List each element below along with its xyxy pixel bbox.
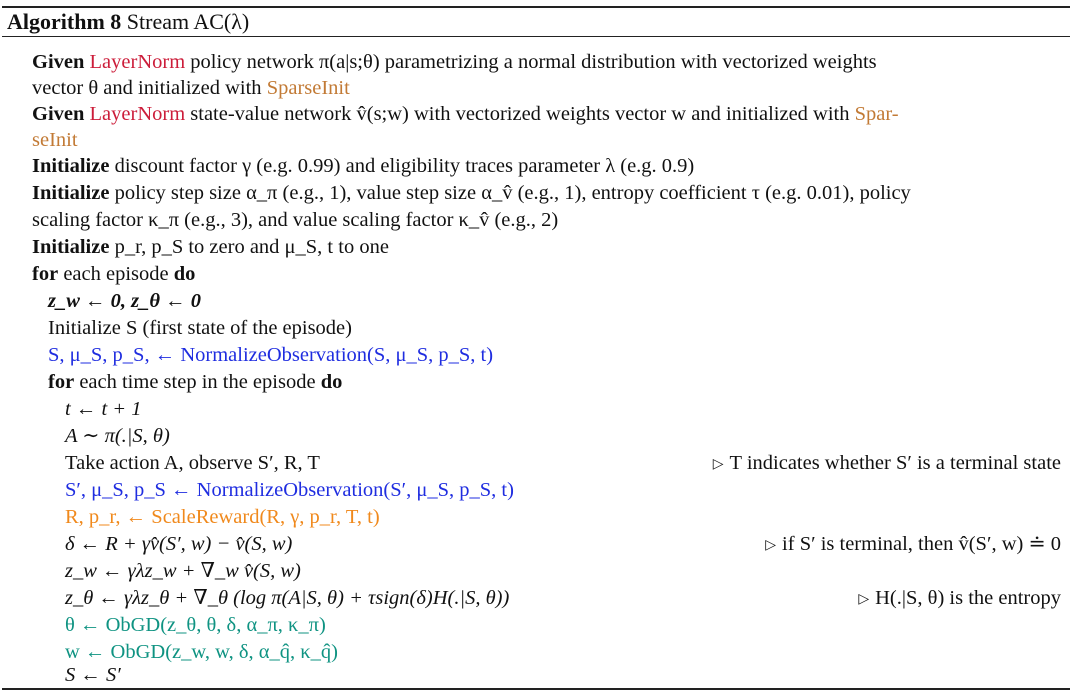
comment-triangle-icon: ▷ <box>712 457 724 472</box>
theta-update-line <box>0 612 1080 639</box>
initialize-keyword: Initialize <box>32 236 110 258</box>
t-increment-line <box>0 396 1080 423</box>
layernorm-link[interactable]: LayerNorm <box>89 51 186 73</box>
ztheta-update-line <box>0 585 1080 612</box>
initialize-stepsize-line <box>0 180 1080 207</box>
traces-reset-text: z_w ← 0, z_θ ← 0 <box>48 290 202 312</box>
initialize-discount-text: discount factor γ (e.g. 0.99) and eligibility traces parameter λ (e.g. 0.9) <box>114 155 695 177</box>
given-keyword: Given <box>32 51 85 73</box>
normalize-observation-line <box>0 342 1080 369</box>
ztheta-update-comment <box>858 585 1061 613</box>
sparseinit-link-part2[interactable]: seInit <box>32 129 78 151</box>
action-sample-line <box>0 423 1080 450</box>
t-increment-text: t ← t + 1 <box>65 398 142 420</box>
normalize-observation-text: S, μ_S, p_S, ← NormalizeObservation(S, μ_S, p_S, t) <box>48 344 494 366</box>
algorithm-label: Algorithm 8 <box>7 9 122 34</box>
given-value-text: state-value network v̂(s;w) with vectorized weights vector w and initialized with <box>190 103 850 125</box>
comment-triangle-icon: ▷ <box>765 538 777 553</box>
ztheta-update-text: z_θ ← γλz_θ + ∇_θ (log π(A|S, θ) + τsign(δ)H(.|S, θ)) <box>65 587 510 609</box>
traces-reset-line <box>0 288 1080 315</box>
init-state-line <box>0 315 1080 342</box>
bottom-rule <box>2 688 1070 690</box>
scale-reward-line <box>0 504 1080 531</box>
algorithm-title: Stream AC(λ) <box>126 9 250 34</box>
given-value-line-cont <box>0 127 1080 154</box>
take-action-text: Take action A, observe S′, R, T <box>65 452 320 474</box>
given-policy-text: policy network π(a|s;θ) parametrizing a normal distribution with vectorized weights <box>190 51 877 73</box>
initialize-stats-text: p_r, p_S to zero and μ_S, t to one <box>114 236 389 258</box>
normalize-observation-next-text: S′, μ_S, p_S ← NormalizeObservation(S′, μ_S, p_S, t) <box>65 479 514 501</box>
header-rule <box>2 36 1070 37</box>
for-episode-line <box>0 261 1080 288</box>
for-step-text: each time step in the episode <box>79 371 316 393</box>
zw-update-line <box>0 558 1080 585</box>
init-state-text: Initialize S (first state of the episode) <box>48 317 352 339</box>
td-error-text: δ ← R + γv̂(S′, w) − v̂(S, w) <box>65 533 293 555</box>
initialize-stats-line <box>0 234 1080 261</box>
given-policy-line-cont <box>0 75 1080 102</box>
algorithm-header <box>7 10 249 34</box>
sparseinit-link-part1[interactable]: Spar- <box>854 103 899 125</box>
for-keyword: for <box>48 371 75 393</box>
do-keyword: do <box>320 371 343 393</box>
ztheta-update-comment-text: H(.|S, θ) is the entropy <box>875 587 1061 609</box>
scale-reward-text: R, p_r, ← ScaleReward(R, γ, p_r, T, t) <box>65 506 380 528</box>
zw-update-text: z_w ← γλz_w + ∇_w v̂(S, w) <box>65 560 301 582</box>
given-keyword: Given <box>32 103 85 125</box>
given-policy-text-cont: vector θ and initialized with <box>32 77 262 99</box>
initialize-discount-line <box>0 153 1080 180</box>
for-keyword: for <box>32 263 59 285</box>
take-action-comment-text: T indicates whether S′ is a terminal state <box>729 452 1061 474</box>
action-sample-text: A ∼ π(.|S, θ) <box>65 425 170 447</box>
td-error-line <box>0 531 1080 558</box>
initialize-stepsize-text-cont: scaling factor κ_π (e.g., 3), and value scaling factor κ_v̂ (e.g., 2) <box>32 209 559 231</box>
state-update-text: S ← S′ <box>65 664 121 686</box>
normalize-observation-next-line <box>0 477 1080 504</box>
initialize-stepsize-text: policy step size α_π (e.g., 1), value step size α_v̂ (e.g., 1), entropy coefficient τ (e.g. 0.01), policy <box>114 182 911 204</box>
do-keyword: do <box>173 263 196 285</box>
comment-triangle-icon: ▷ <box>858 592 870 607</box>
for-step-line <box>0 369 1080 396</box>
initialize-stepsize-line-cont <box>0 207 1080 234</box>
for-episode-text: each episode <box>63 263 169 285</box>
td-error-comment-text: if S′ is terminal, then v̂(S′, w) ≐ 0 <box>782 533 1061 555</box>
w-update-text: w ← ObGD(z_w, w, δ, α_q̂, κ_q̂) <box>65 641 338 663</box>
sparseinit-link[interactable]: SparseInit <box>266 77 350 99</box>
layernorm-link[interactable]: LayerNorm <box>89 103 186 125</box>
initialize-keyword: Initialize <box>32 182 110 204</box>
given-policy-line <box>0 49 1080 76</box>
take-action-comment <box>713 450 1061 478</box>
td-error-comment <box>765 531 1061 559</box>
top-rule <box>2 6 1070 8</box>
theta-update-text: θ ← ObGD(z_θ, θ, δ, α_π, κ_π) <box>65 614 326 636</box>
given-value-line <box>0 101 1080 128</box>
initialize-keyword: Initialize <box>32 155 110 177</box>
take-action-line <box>0 450 1080 477</box>
state-update-line <box>0 662 1080 689</box>
